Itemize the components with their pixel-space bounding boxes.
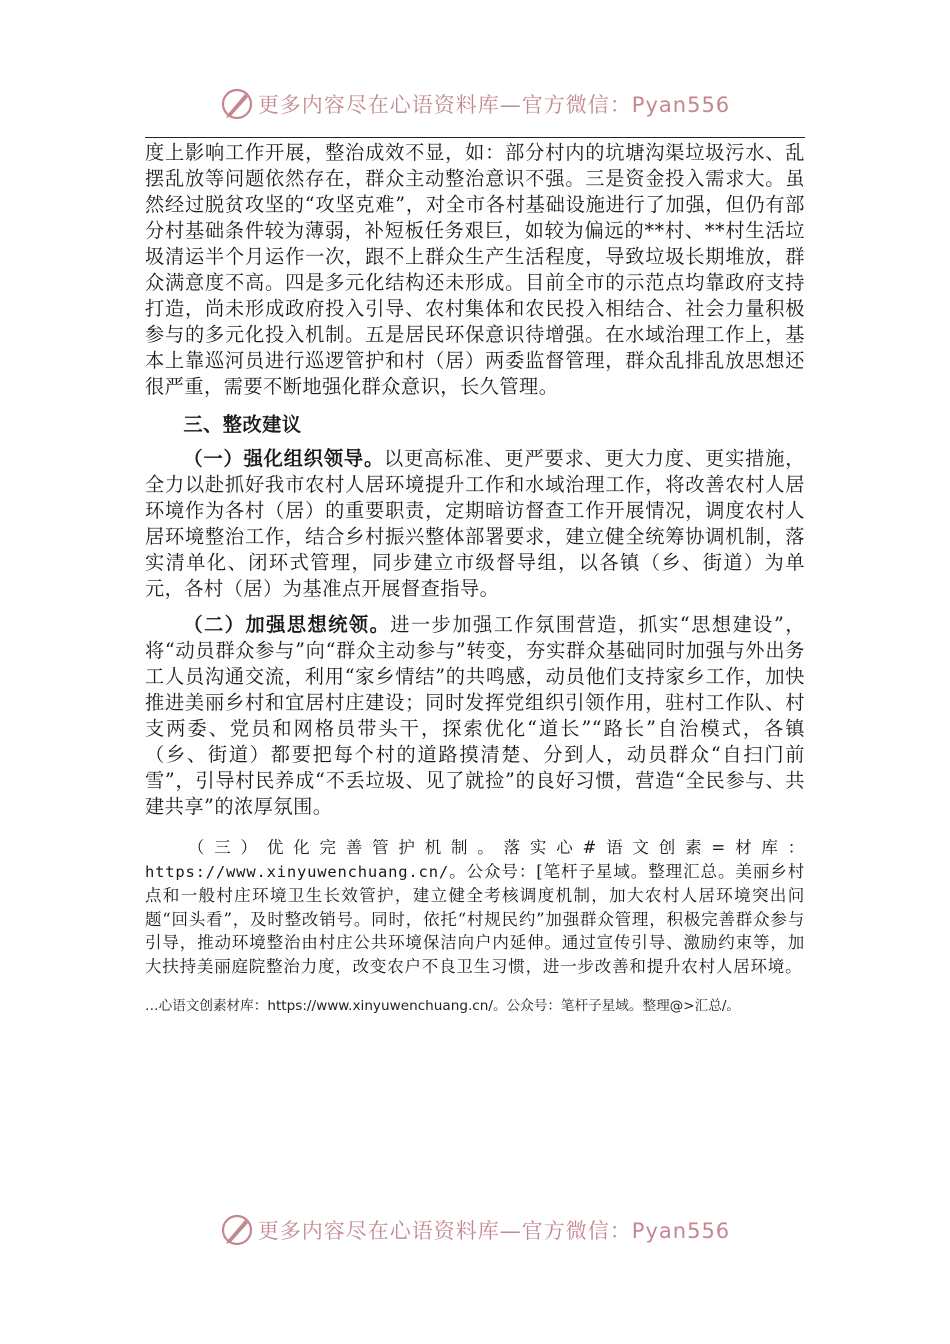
header-banner-text: 更多内容尽在心语资料库—官方微信：Pyan556 xyxy=(257,93,731,117)
subsection-management-mechanism xyxy=(145,836,805,978)
source-footer-note: …心语文创素材库：https://www.xinyuwenchuang.cn/。公众号：笔杆子星域。整理@>汇总/。 xyxy=(145,998,741,1014)
subsection-3-body: 。公众号：[笔杆子星域。整理汇总。美丽乡村点和一般村庄环境卫生长效管护，建立健全考核调度机制，加大农村人居环境突出问题“回头看”，及时整改销号。同时，依托“村规民约”加强群众管理，积极完善群众参与引导，推动环境整治由村庄公共环境保洁向户内延伸。通过宣传引导、激励约束等，加大扶持美丽庭院整治力度，改变农户不良卫生习惯，进一步改善和提升农村人居环境。 xyxy=(145,861,805,976)
subsection-organization-leadership xyxy=(145,446,805,602)
pen-circle-logo-icon xyxy=(220,1213,254,1247)
subsection-2-body: 进一步加强工作氛围营造，抓实“思想建设”，将“动员群众参与”向“群众主动参与”转变，夯实群众基础同时加强与外出务工人员沟通交流，利用“家乡情结”的共鸣感，动员他们支持家乡工作，加快推进美丽乡村和宜居村庄建设；同时发挥党组织引领作用，驻村工作队、村支两委、党员和网格员带头干，探索优化“道长”“路长”自治模式，各镇（乡、街道）都要把每个村的道路摸清楚、分到人，动员群众“自扫门前雪”，引导村民养成“不丢垃圾、见了就捡”的良好习惯，营造“全民参与、共建共享”的浓厚氛围。 xyxy=(145,613,805,818)
subsection-1-body: 以更高标准、更严要求、更大力度、更实措施，全力以赴抓好我市农村人居环境提升工作和水域治理工作，将改善农村人居环境作为各村（居）的重要职责，定期暗访督查工作开展情况，调度农村人居环境整治工作，结合乡村振兴整体部署要求，建立健全统筹协调机制，落实清单化、闭环式管理，同步建立市级督导组，以各镇（乡、街道）为单元，各村（居）为基准点开展督查指导。 xyxy=(145,447,805,600)
document-body xyxy=(145,140,805,1016)
section-heading-rectification: 三、整改建议 xyxy=(183,413,302,436)
header-divider xyxy=(145,137,805,138)
footer-watermark-banner xyxy=(0,1210,950,1250)
subsection-3-url: https://www.xinyuwenchuang.cn/ xyxy=(145,862,449,881)
footer-banner-text: 更多内容尽在心语资料库—官方微信：Pyan556 xyxy=(257,1219,731,1243)
subsection-2-title: （二）加强思想统领。 xyxy=(183,613,391,636)
pen-circle-logo-icon xyxy=(220,87,254,121)
header-watermark-banner xyxy=(0,84,950,124)
subsection-3-lead: （三）优化完善管护机制。落实心#语文创素=材库： xyxy=(187,838,805,857)
subsection-ideological-guidance xyxy=(145,612,805,820)
subsection-1-title: （一）强化组织领导。 xyxy=(183,447,385,470)
paragraph-problems-continued: 度上影响工作开展，整治成效不显，如：部分村内的坑塘沟渠垃圾污水、乱摆乱放等问题依然存在，群众主动整治意识不强。三是资金投入需求大。虽然经过脱贫攻坚的“攻坚克难”，对全市各村基础设施进行了加强，但仍有部分村基础条件较为薄弱，补短板任务艰巨，如较为偏远的**村、**村生活垃圾清运半个月运作一次，跟不上群众生产生活程度，导致垃圾长期堆放，群众满意度不高。四是多元化结构还未形成。目前全市的示范点均靠政府支持打造，尚未形成政府投入引导、农村集体和农民投入相结合、社会力量积极参与的多元化投入机制。五是居民环保意识待增强。在水域治理工作上，基本上靠巡河员进行巡逻管护和村（居）两委监督管理，群众乱排乱放思想还很严重，需要不断地强化群众意识，长久管理。 xyxy=(145,141,805,398)
